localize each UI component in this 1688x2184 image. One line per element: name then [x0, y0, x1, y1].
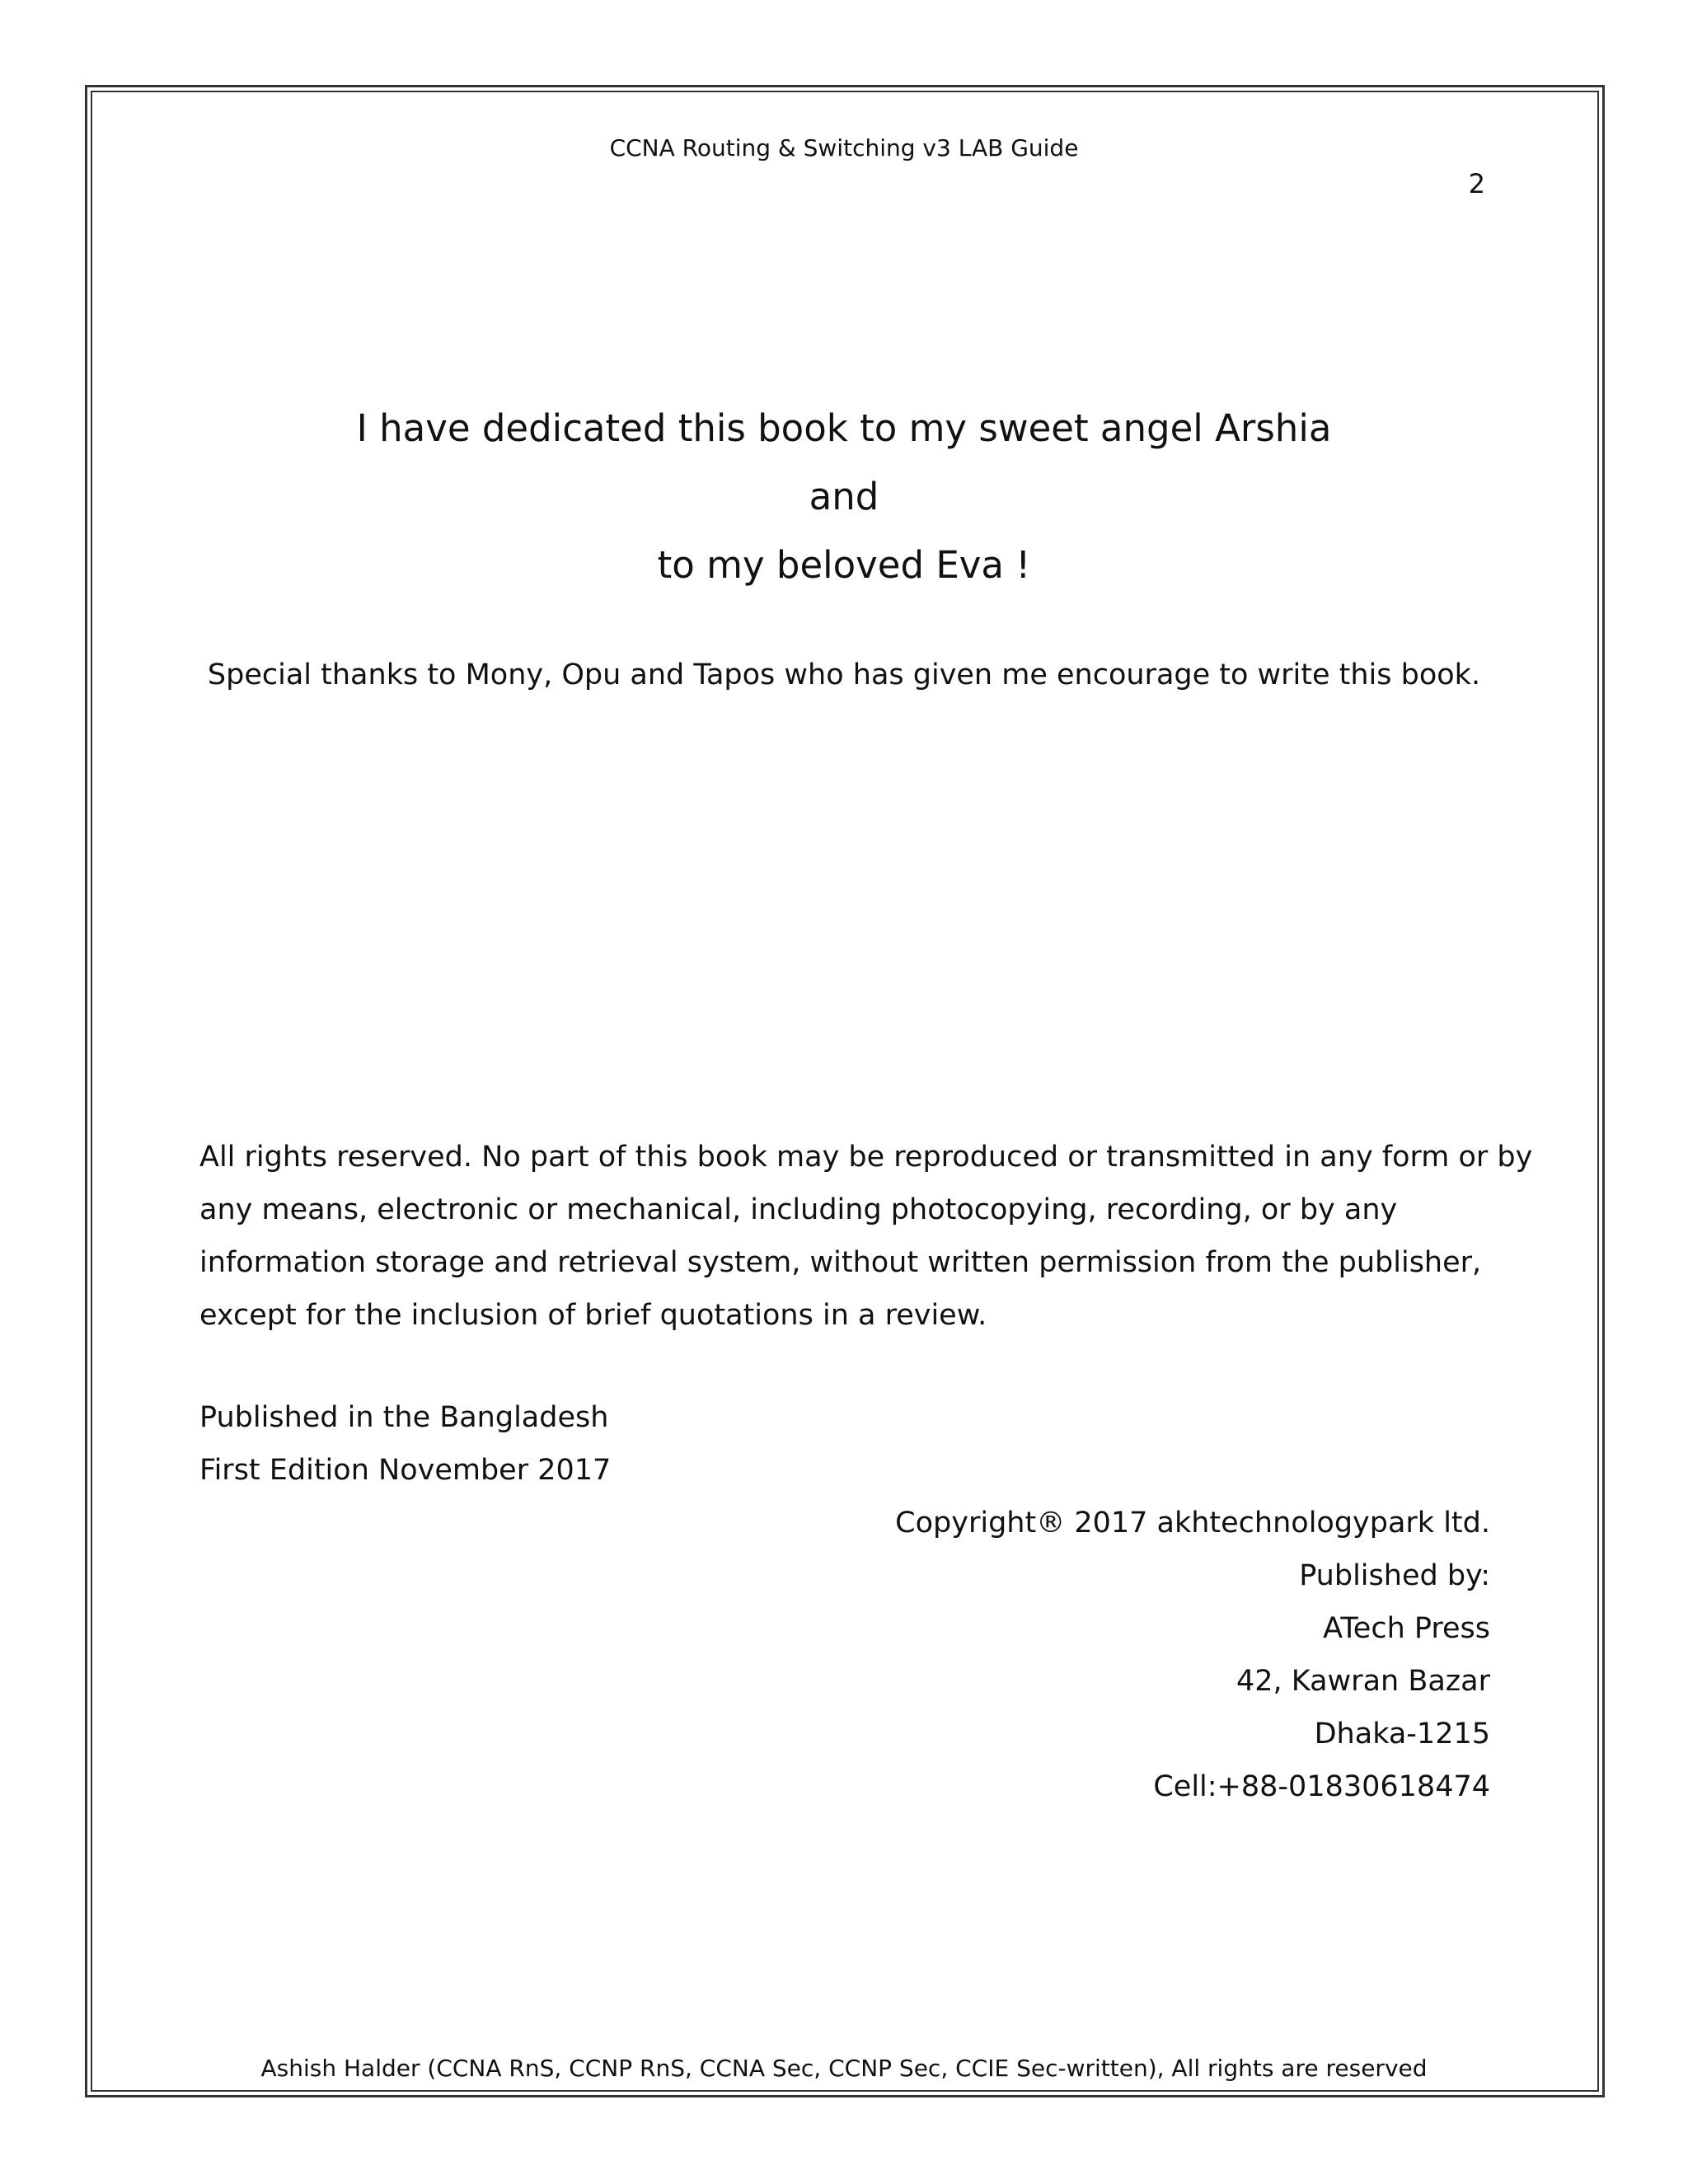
rights-line: any means, electronic or mechanical, including photocopying, recording, or by any — [199, 1193, 1398, 1226]
dedication-line-3: to my beloved Eva ! — [657, 543, 1031, 587]
edition: First Edition November 2017 — [199, 1454, 612, 1487]
publisher-name: ATech Press — [1323, 1612, 1490, 1645]
rights-line: information storage and retrieval system, without written permission from the publisher, — [199, 1246, 1482, 1279]
dedication-line-2: and — [809, 475, 879, 518]
running-footer: Ashish Halder (CCNA RnS, CCNP RnS, CCNA Sec, CCNP Sec, CCIE Sec-written), All rights are reserved — [260, 2055, 1428, 2082]
publisher-city: Dhaka-1215 — [1314, 1718, 1490, 1750]
publisher-cell: Cell:+88-01830618474 — [1153, 1770, 1490, 1803]
rights-notice — [199, 1131, 1533, 1342]
published-country: Published in the Bangladesh — [199, 1401, 609, 1434]
copyright: Copyright® 2017 akhtechnologypark ltd. — [895, 1507, 1490, 1540]
published-by-label: Published by: — [1299, 1559, 1490, 1592]
special-thanks: Special thanks to Mony, Opu and Tapos who has given me encourage to write this book. — [207, 658, 1481, 691]
rights-line: except for the inclusion of brief quotations in a review. — [199, 1299, 987, 1332]
dedication-line-1: I have dedicated this book to my sweet angel Arshia — [356, 406, 1332, 450]
dedication — [0, 394, 1688, 599]
publication-info — [199, 1391, 611, 1497]
publisher-address: 42, Kawran Bazar — [1236, 1665, 1490, 1698]
page-number: 2 — [1468, 168, 1485, 199]
rights-line: All rights reserved. No part of this book may be reproduced or transmitted in any form or by — [199, 1141, 1533, 1174]
running-header: CCNA Routing & Switching v3 LAB Guide — [609, 134, 1079, 162]
publisher-block — [895, 1497, 1490, 1813]
